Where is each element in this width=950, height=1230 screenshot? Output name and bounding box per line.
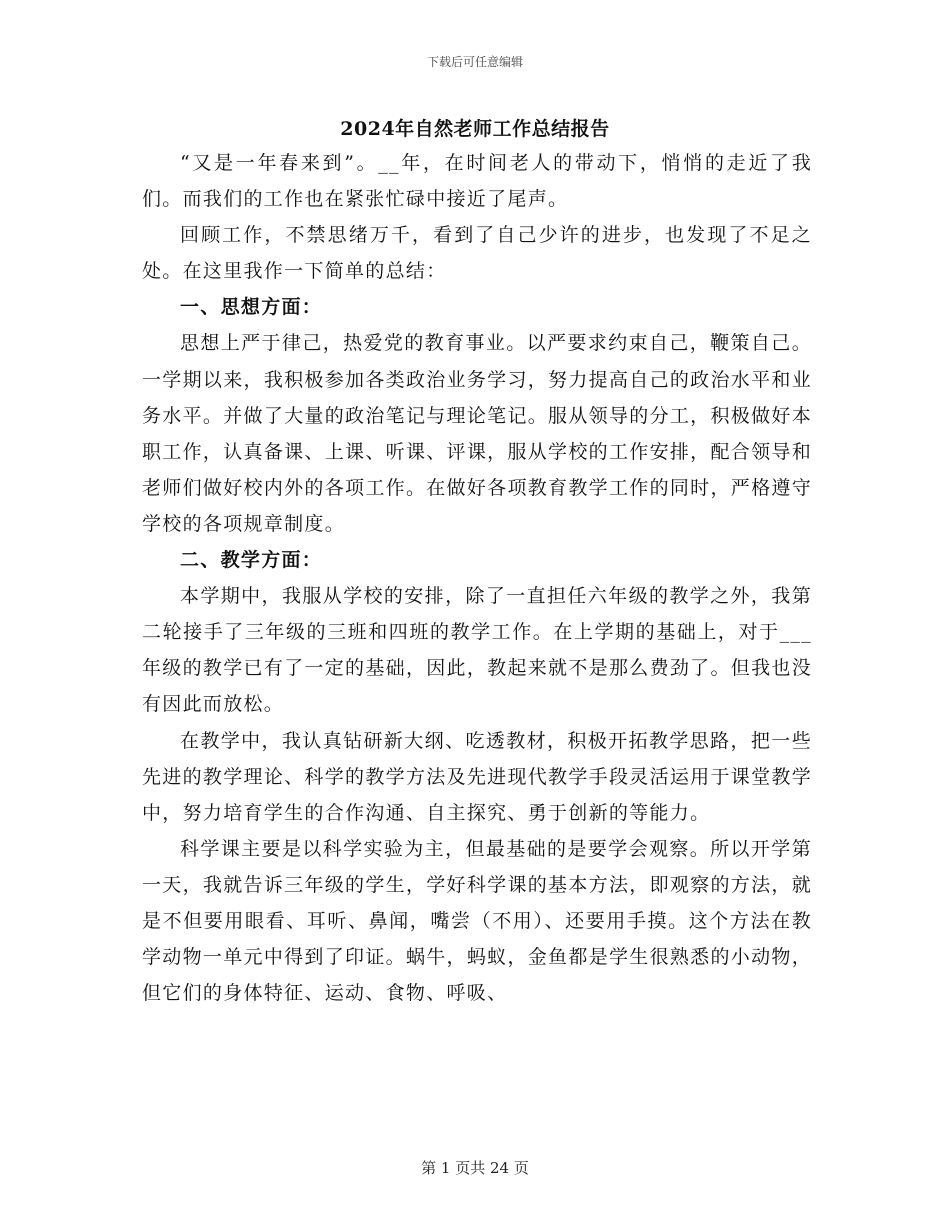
section-heading-thought: 一、思想方面： xyxy=(180,296,323,319)
document-title: 2024年自然老师工作总结报告 xyxy=(340,118,610,140)
paragraph-thought: 思想上严于律己，热爱党的教育事业。以严要求约束自己，鞭策自己。一学期以来，我积极参加各类政治业务学习，努力提高自己的政治水平和业务水平。并做了大量的政治笔记与理论笔记。服从领导的分工，积极做好本职工作，认真备课、上课、听课、评课，服从学校的工作安排，配合领导和老师们做好校内外的各项工作。在做好各项教育教学工作的同时，严格遵守学校的各项规章制度。 xyxy=(142,332,812,535)
paragraph-teaching-2: 在教学中，我认真钻研新大纲、吃透教材，积极开拓教学思路，把一些先进的教学理论、科学的教学方法及先进现代教学手段灵活运用于课堂教学中，努力培育学生的合作沟通、自主探究、勇于创新的等能力。 xyxy=(142,729,812,824)
section-heading-teaching: 二、教学方面： xyxy=(180,549,323,572)
page-header: 下载后可任意编辑 xyxy=(426,55,523,69)
page-footer: 第 1 页共 24 页 xyxy=(421,1159,529,1177)
paragraph-intro: “又是一年春来到”。__年，在时间老人的带动下，悄悄的走近了我们。而我们的工作也在紧张忙碌中接近了尾声。 xyxy=(142,152,812,211)
document-body xyxy=(142,145,812,1011)
paragraph-teaching-3: 科学课主要是以科学实验为主，但最基础的是要学会观察。所以开学第一天，我就告诉三年级的学生，学好科学课的基本方法，即观察的方法，就是不但要用眼看、耳听、鼻闻，嘴尝（不用）、还要用手摸。这个方法在教学动物一单元中得到了印证。蜗牛，蚂蚁，金鱼都是学生很熟悉的小动物，但它们的身体特征、运动、食物、呼吸、 xyxy=(142,837,812,1005)
paragraph-teaching-1: 本学期中，我服从学校的安排，除了一直担任六年级的教学之外，我第二轮接手了三年级的三班和四班的教学工作。在上学期的基础上，对于___年级的教学已有了一定的基础，因此，教起来就不是那么费劲了。但我也没有因此而放松。 xyxy=(142,585,812,716)
paragraph-review: 回顾工作，不禁思绪万千，看到了自己少许的进步，也发现了不足之处。在这里我作一下简单的总结： xyxy=(142,224,812,283)
